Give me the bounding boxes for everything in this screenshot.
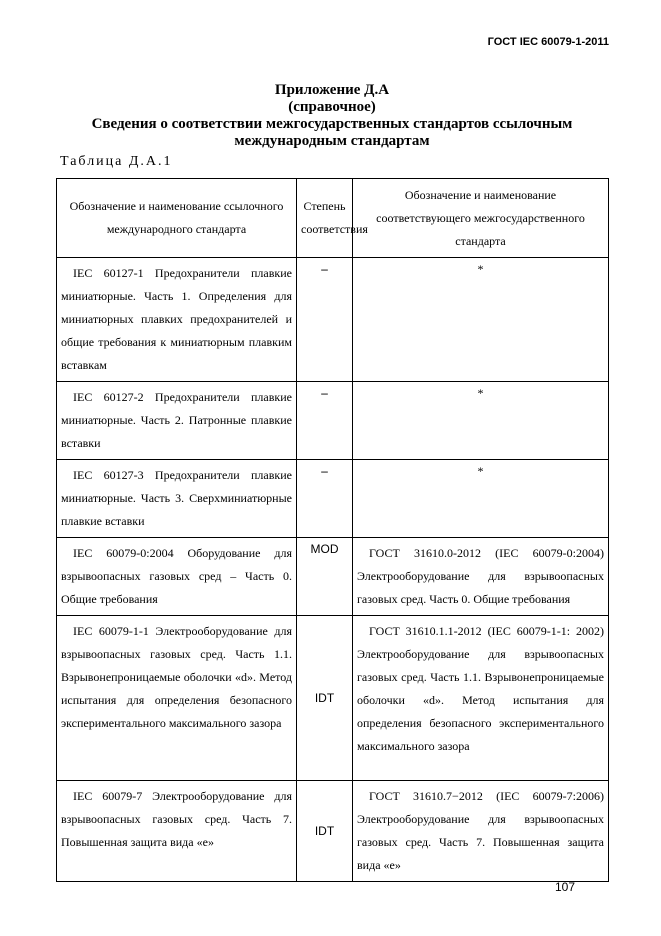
appendix-heading-line-1: Сведения о соответствии межгосударственных стандартов ссылочным — [91, 116, 573, 132]
cell-national-standard: * — [353, 258, 609, 382]
appendix-heading — [56, 82, 608, 150]
header-degree: Степень соответствия — [297, 179, 353, 258]
appendix-title: Приложение Д.А — [274, 82, 390, 98]
table-header-row — [57, 179, 609, 258]
cell-degree: – — [297, 258, 353, 382]
header-national-standard: Обозначение и наименование соответствующего межгосударственного стандарта — [353, 179, 609, 258]
cell-degree: – — [297, 460, 353, 538]
page-number: 107 — [554, 880, 575, 894]
table-row — [57, 616, 609, 781]
appendix-subtitle: (справочное) — [288, 99, 376, 115]
table-caption: Таблица Д.А.1 — [60, 154, 173, 169]
cell-degree: IDT — [297, 781, 353, 882]
cell-national-standard: ГОСТ 31610.7−2012 (IEC 60079-7:2006) Электрооборудование для взрывоопасных газовых сред. Часть 7. Повышенная защита вида «е» — [353, 781, 609, 882]
cell-national-standard: ГОСТ 31610.1.1-2012 (IEC 60079-1-1: 2002) Электрооборудование для взрывоопасных газовых сред. Часть 1.1. Взрывонепроницаемые оболочки «d». Метод испытания для определения безопасного экспериментального максимального зазора — [353, 616, 609, 781]
table-row — [57, 258, 609, 382]
cell-national-standard: * — [353, 460, 609, 538]
cell-national-standard: * — [353, 382, 609, 460]
document-id: ГОСТ IEC 60079-1-2011 — [487, 36, 609, 48]
table-row — [57, 538, 609, 616]
table-row — [57, 781, 609, 882]
cell-intl-standard: IEC 60127-2 Предохранители плавкие миниатюрные. Часть 2. Патронные плавкие вставки — [57, 382, 297, 460]
table-row — [57, 382, 609, 460]
cell-national-standard: ГОСТ 31610.0-2012 (IEC 60079-0:2004) Электрооборудование для взрывоопасных газовых сред. Часть 0. Общие требования — [353, 538, 609, 616]
cell-intl-standard: IEC 60079-1-1 Электрооборудование для взрывоопасных газовых сред. Часть 1.1. Взрывонепроницаемые оболочки «d». Метод испытания для определения безопасного экспериментального максимального зазора — [57, 616, 297, 781]
correspondence-table — [56, 178, 609, 882]
cell-degree: IDT — [297, 616, 353, 781]
cell-intl-standard: IEC 60079-7 Электрооборудование для взрывоопасных газовых сред. Часть 7. Повышенная защита вида «е» — [57, 781, 297, 882]
cell-intl-standard: IEC 60127-1 Предохранители плавкие миниатюрные. Часть 1. Определения для миниатюрных плавких предохранителей и общие требования к миниатюрным плавким вставкам — [57, 258, 297, 382]
cell-degree: – — [297, 382, 353, 460]
cell-intl-standard: IEC 60079-0:2004 Оборудование для взрывоопасных газовых сред – Часть 0. Общие требования — [57, 538, 297, 616]
header-intl-standard: Обозначение и наименование ссылочного международного стандарта — [57, 179, 297, 258]
cell-intl-standard: IEC 60127-3 Предохранители плавкие миниатюрные. Часть 3. Сверхминиатюрные плавкие вставки — [57, 460, 297, 538]
cell-degree: MOD — [297, 538, 353, 616]
appendix-heading-line-2: международным стандартам — [234, 133, 430, 149]
table-row — [57, 460, 609, 538]
